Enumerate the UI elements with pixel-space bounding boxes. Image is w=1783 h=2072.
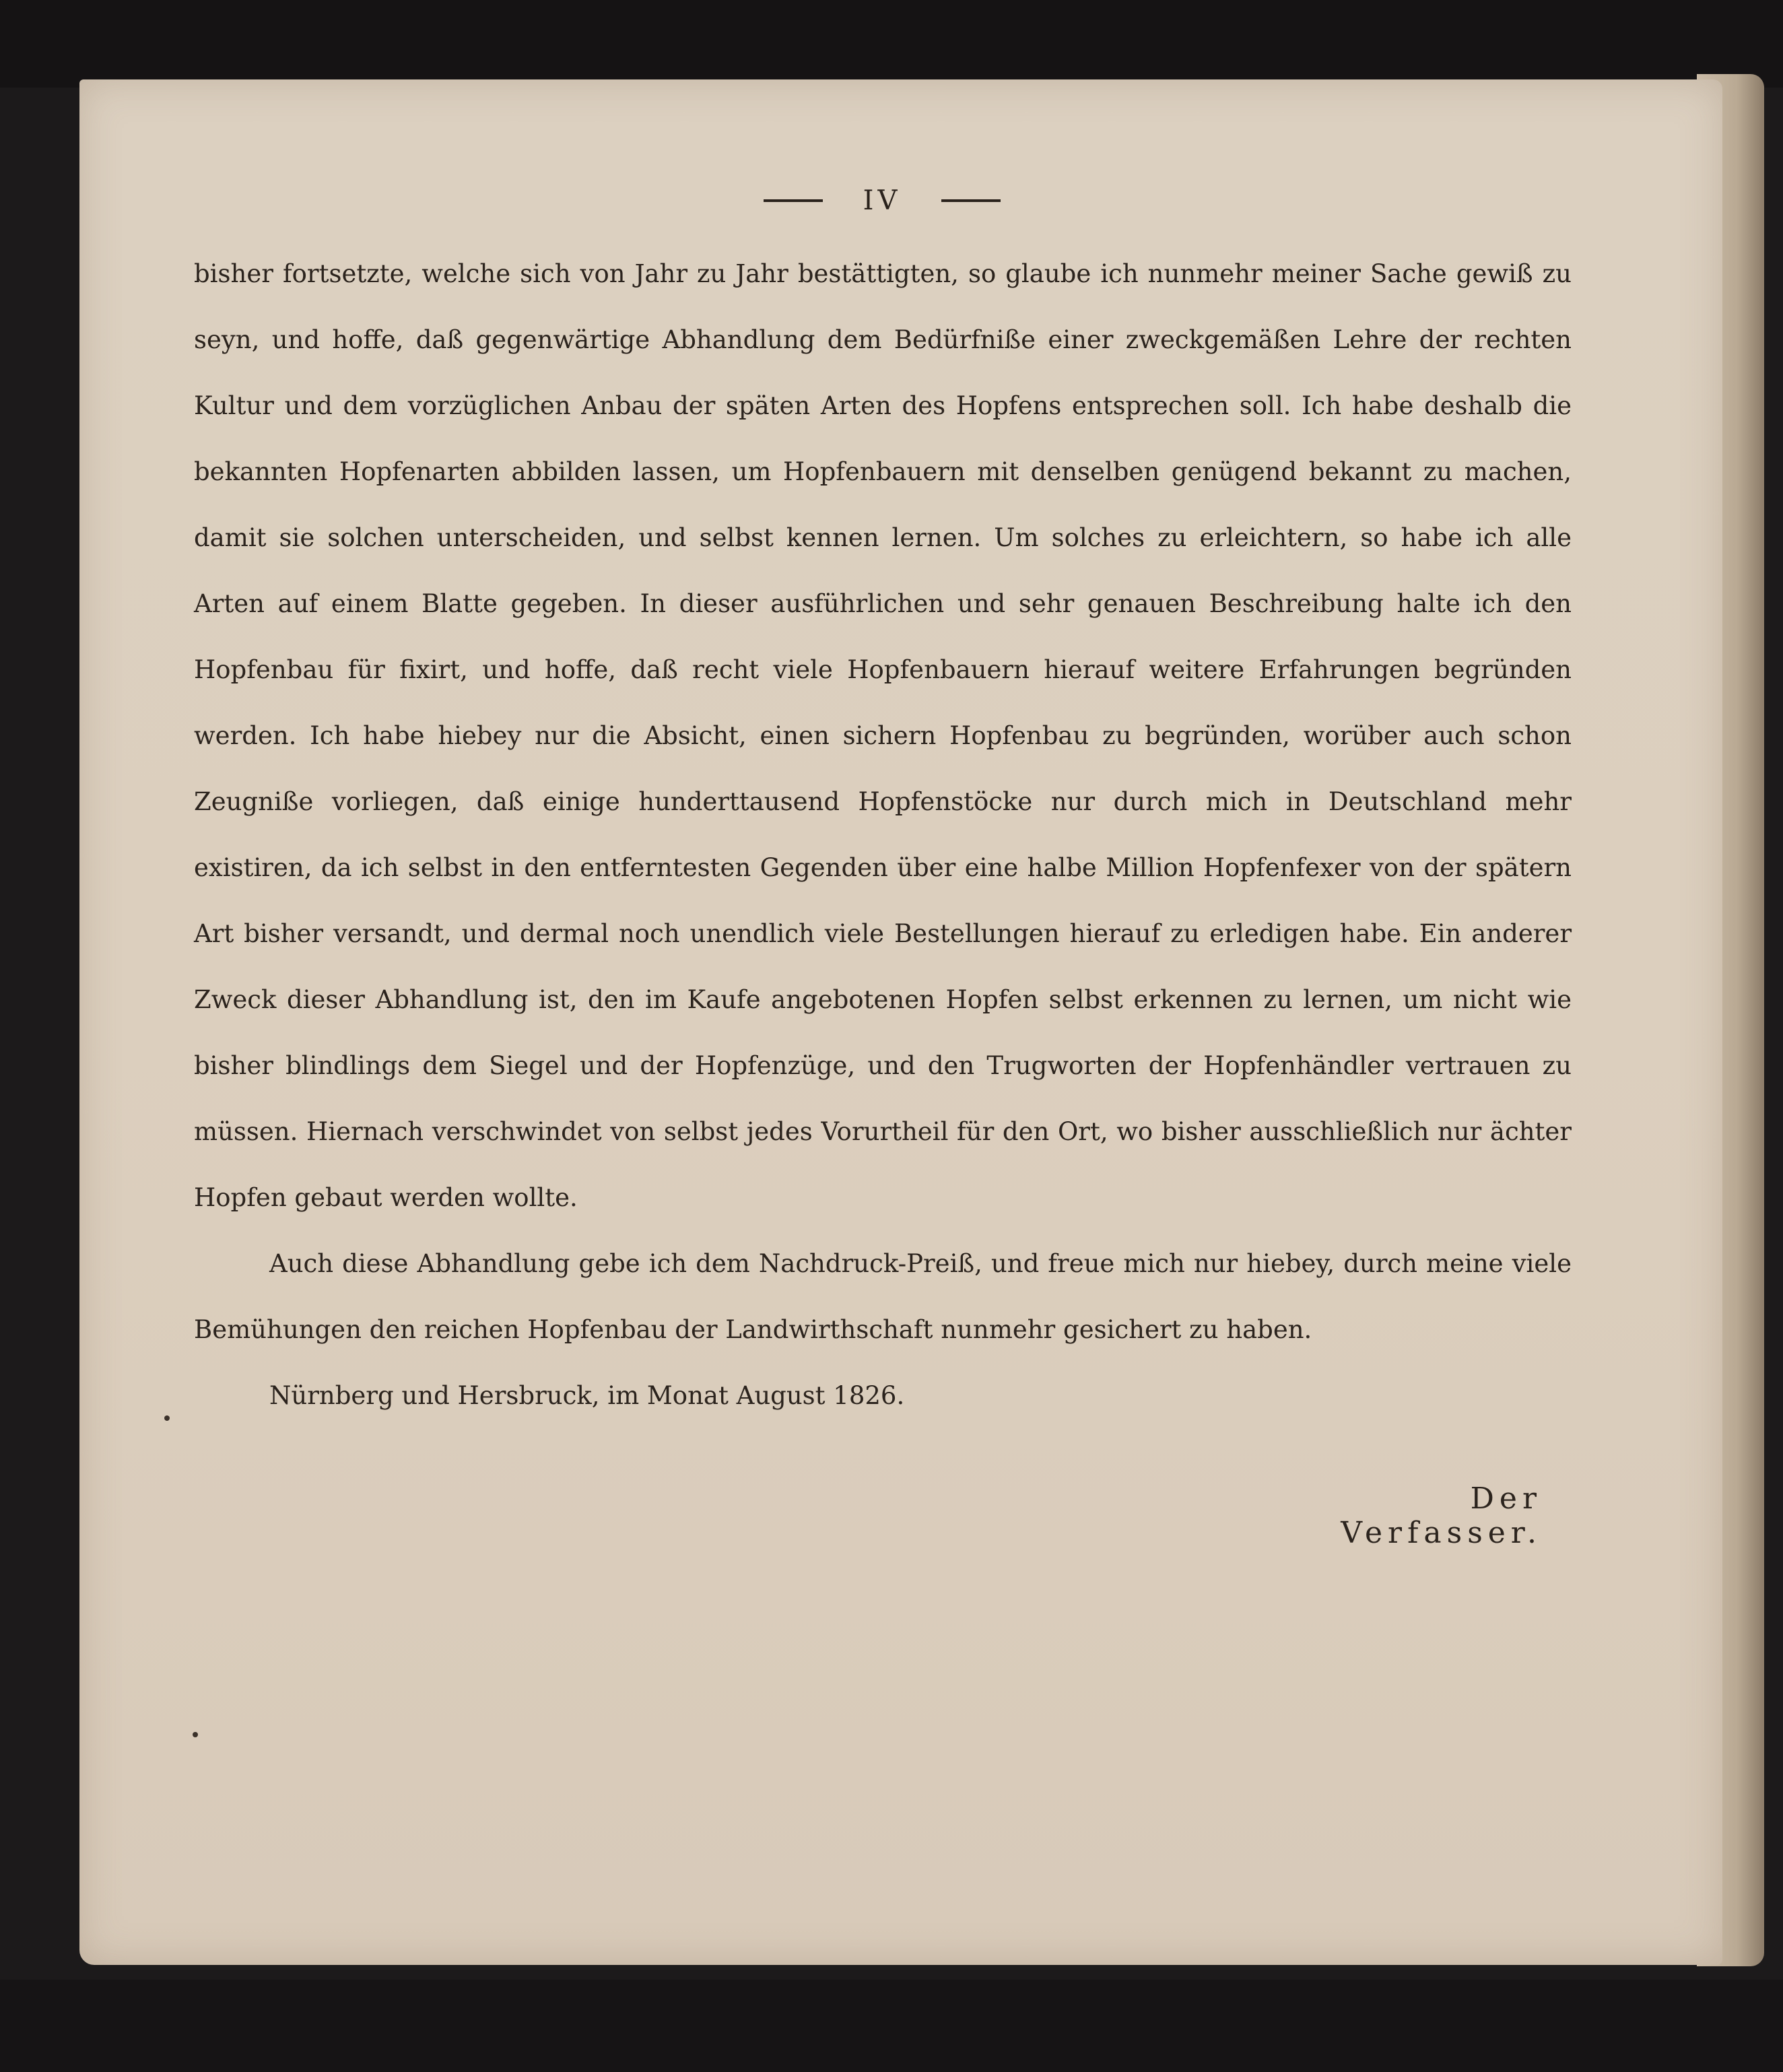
scan-backdrop-top: [0, 0, 1783, 88]
scan-backdrop-bottom: [0, 1980, 1783, 2072]
paragraph-reprint: Auch diese Abhandlung gebe ich dem Nachdruck-Preiß, und freue mich nur hiebey, durch meine viele Bemühungen den reichen Hopfenbau der Landwirthschaft nunmehr gesichert zu haben.: [194, 1249, 1572, 1344]
paragraph-place-date: Nürnberg und Hersbruck, im Monat August 1826.: [269, 1381, 905, 1410]
header-rule-right: [941, 199, 1001, 202]
author-signature: Der Verfasser.: [1341, 1481, 1542, 1550]
ink-speck: [164, 1415, 170, 1421]
paragraph-continuation: bisher fortsetzte, welche sich von Jahr zu Jahr bestättigten, so glaube ich nunmehr meiner Sache gewiß zu seyn, und hoffe, daß gegenwärtige Abhandlung dem Bedürfniße einer zweckgemäßen Lehre der rechten Kultur und dem vorzüglichen Anbau der späten Arten des Hopfens entsprechen soll. Ich habe deshalb die bekannten Hopfenarten abbilden lassen, um Hopfenbauern mit denselben genügend bekannt zu machen, damit sie solchen unterscheiden, und selbst kennen lernen. Um solches zu erleichtern, so habe ich alle Arten auf einem Blatte gegeben. In dieser ausführlichen und sehr genauen Beschreibung halte ich den Hopfenbau für fixirt, und hoffe, daß recht viele Hopfenbauern hierauf weitere Erfahrungen begründen werden. Ich habe hiebey nur die Absicht, einen sichern Hopfenbau zu begründen, worüber auch schon Zeugniße vorliegen, daß einige hunderttausend Hopfenstöcke nur durch mich in Deutschland mehr existiren, da ich selbst in den entferntesten Gegenden über eine halbe Million Hopfenfexer von der spätern Art bisher versandt, und dermal noch unendlich viele Bestellungen hierauf zu erledigen habe. Ein anderer Zweck dieser Abhandlung ist, den im Kaufe angebotenen Hopfen selbst erkennen zu lernen, um nicht wie bisher blindlings dem Siegel und der Hopfenzüge, und den Trugworten der Hopfenhändler vertrauen zu müssen. Hiernach verschwindet von selbst jedes Vorurtheil für den Ort, wo bisher ausschließlich nur ächter Hopfen gebaut werden wollte.: [194, 259, 1572, 1212]
body-text: [194, 241, 1572, 1429]
page-number: IV: [863, 185, 902, 216]
ink-speck: [193, 1732, 198, 1737]
page-header: [741, 180, 1023, 221]
header-rule-left: [764, 199, 823, 202]
